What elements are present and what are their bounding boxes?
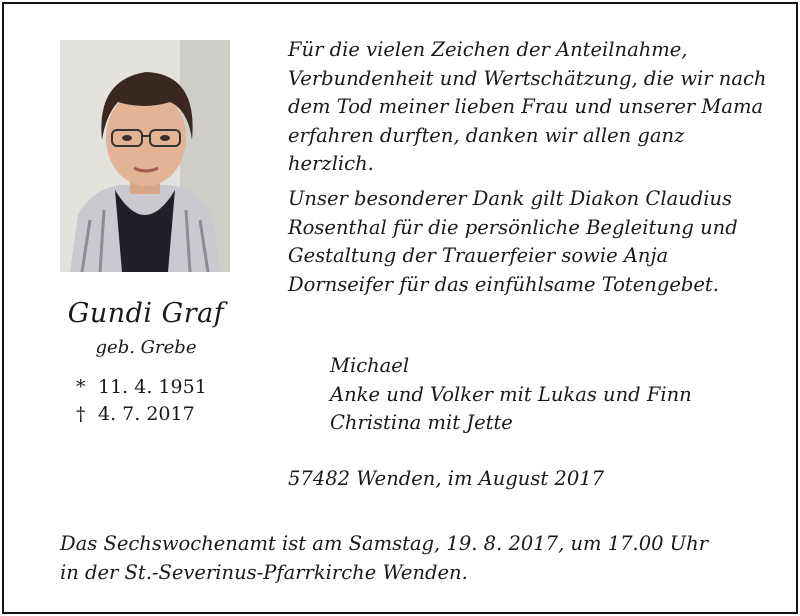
portrait-photo: [60, 40, 230, 272]
death-date: 4. 7. 2017: [98, 403, 195, 425]
thank-you-paragraph: Für die vielen Zeichen der Anteilnahme, Verbundenheit und Wertschätzung, die wir nach dem Tod meiner lieben Frau und unserer Mama erfahren durften, danken wir allen ganz herzlich.: [288, 38, 767, 176]
family-member: Michael: [330, 354, 410, 377]
birth-date: 11. 4. 1951: [98, 376, 207, 398]
notice-line: Das Sechswochenamt ist am Samstag, 19. 8. 2017, um 17.00 Uhr: [60, 532, 709, 555]
place-date: 57482 Wenden, im August 2017: [288, 467, 605, 490]
family-member: Anke und Volker mit Lukas und Finn: [330, 382, 692, 406]
birth-line: [76, 374, 207, 401]
memorial-service-notice: [60, 530, 780, 587]
family-member: Christina mit Jette: [330, 411, 513, 435]
life-dates: [76, 374, 207, 428]
notice-line: in der St.-Severinus-Pfarrkirche Wenden.: [60, 560, 468, 584]
birth-symbol: *: [76, 376, 86, 398]
death-symbol: †: [76, 403, 86, 425]
thank-you-text: [288, 36, 768, 299]
maiden-name: geb. Grebe: [95, 337, 197, 358]
special-thanks-paragraph: Unser besonderer Dank gilt Diakon Claudius Rosenthal für die persönliche Begleitung und Gestaltung der Trauerfeier sowie Anja Dornseifer für das einfühlsame Totengebet.: [288, 186, 738, 296]
family-signatures: [330, 352, 692, 438]
deceased-name: Gundi Graf: [67, 298, 225, 329]
death-line: [76, 401, 207, 428]
